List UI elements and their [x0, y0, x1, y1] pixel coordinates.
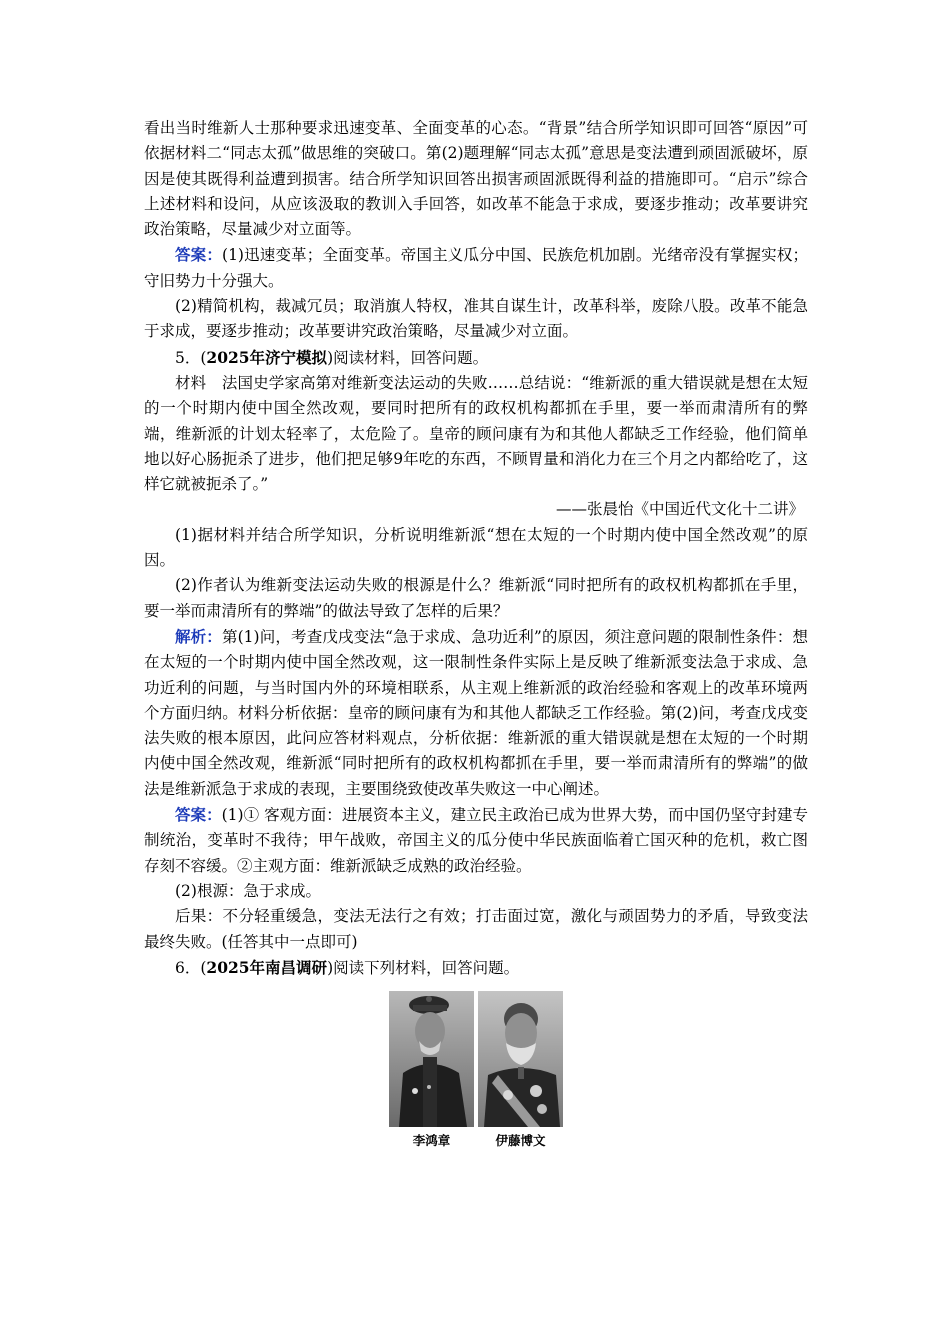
question-number: 6．( [175, 958, 207, 977]
analysis-5 [144, 624, 808, 802]
question-6-header [144, 955, 808, 981]
portrait-photos [389, 991, 563, 1127]
caption-ito-hirobumi: 伊藤博文 [495, 1133, 546, 1149]
portrait-ito-hirobumi-image [478, 991, 563, 1127]
material-source: ——张晨怡《中国近代文化十二讲》 [555, 500, 804, 519]
question-5-header [144, 345, 808, 371]
answer-5-part-3: 后果：不分轻重缓急，变法无法行之有效；打击面过宽，激化与顽固势力的矛盾，导致变法最终失败。(任答其中一点即可) [144, 907, 808, 951]
answer-text: (1)① 客观方面：进展资本主义，建立民主政治已成为世界大势，而中国仍坚守封建专制统治，变革时不我待；甲午战败，帝国主义的瓜分使中华民族面临着亡国灭种的危机，救亡图存刻不容缓。②主观方面：维新派缺乏成熟的政治经验。 [144, 806, 808, 875]
paragraph-analysis-continued: 看出当时维新人士那种要求迅速变革、全面变革的心态。“背景”结合所学知识即可回答“原因”可依据材料二“同志太孤”做思维的突破口。第(2)题理解“同志太孤”意思是变法遭到顽固派破坏，原因是使其既得利益遭到损害。结合所学知识回答出损害顽固派既得利益的措施即可。“启示”综合上述材料和设问，从应该汲取的教训入手回答，如改革不能急于求成，要逐步推动；改革要讲究政治策略，尽量减少对立面等。 [144, 119, 808, 239]
portrait-captions [389, 1131, 563, 1149]
question-source: 2025年南昌调研 [206, 957, 328, 977]
question-instruction: )阅读材料，回答问题。 [327, 348, 489, 367]
caption-li-hongzhang: 李鸿章 [412, 1133, 451, 1149]
question-instruction: )阅读下列材料，回答问题。 [327, 958, 520, 977]
answer-label: 答案： [175, 805, 222, 825]
material-body: 法国史学家高第对维新变法运动的失败……总结说：“维新派的重大错误就是想在太短的一个时期内使中国全然改观，要同时把所有的政权机构都抓在手里，要一举而肃清所有的弊端，维新派的计划太轻率了，太危险了。皇帝的顾问康有为和其他人都缺乏工作经验，他们简单地以好心肠扼杀了进步，他们把足够9年吃的东西，不顾胃量和消化力在三个月之内都给吃了，这样它就被扼杀了。” [144, 373, 808, 494]
material-label: 材料 [175, 373, 207, 392]
analysis-label: 解析： [175, 626, 222, 646]
answer-5-part-2: (2)根源：急于求成。 [175, 881, 321, 900]
document-page [144, 116, 808, 1149]
portrait-li-hongzhang-image [389, 991, 474, 1127]
question-5-part-1: (1)据材料并结合所学知识，分析说明维新派“想在太短的一个时期内使中国全然改观”的原因。 [144, 525, 808, 570]
answer-5-part-1 [144, 802, 808, 879]
material-text [144, 371, 808, 497]
question-5-part-2: (2)作者认为维新变法运动失败的根源是什么？维新派“同时把所有的政权机构都抓在手里，要一举而肃清所有的弊端”的做法导致了怎样的后果？ [144, 576, 808, 620]
answer-4-part-1 [144, 242, 808, 294]
question-source: 2025年济宁模拟 [206, 347, 328, 367]
analysis-text: 第(1)问，考查戊戌变法“急于求成、急功近利”的原因，须注意问题的限制性条件：想在太短的一个时期内使中国全然改观，这一限制性条件实际上是反映了维新派变法急于求成、急功近利的问题，与当时国内外的环境相联系，从主观上维新派的政治经验和客观上的改革环境两个方面归纳。材料分析依据：皇帝的顾问康有为和其他人都缺乏工作经验。第(2)问，考查戊戌变法失败的根本原因，此问应答材料观点，分析依据：维新派的重大错误就是想在太短的一个时期内使中国全然改观，维新派“同时把所有的政权机构都抓在手里，要一举而肃清所有的弊端”的做法是维新派急于求成的表现，主要围绕致使改革失败这一中心阐述。 [144, 627, 808, 798]
portrait-ito-hirobumi [478, 991, 563, 1127]
portrait-li-hongzhang [389, 991, 474, 1127]
question-number: 5．( [175, 348, 207, 367]
answer-4-part-2: (2)精简机构，裁减冗员；取消旗人特权，准其自谋生计，改革科举，废除八股。改革不能急于求成，要逐步推动；改革要讲究政治策略，尽量减少对立面。 [144, 297, 808, 341]
answer-label: 答案： [175, 245, 223, 265]
answer-text: (1)迅速变革；全面变革。帝国主义瓜分中国、民族危机加剧。光绪帝没有掌握实权；守旧势力十分强大。 [144, 246, 808, 290]
